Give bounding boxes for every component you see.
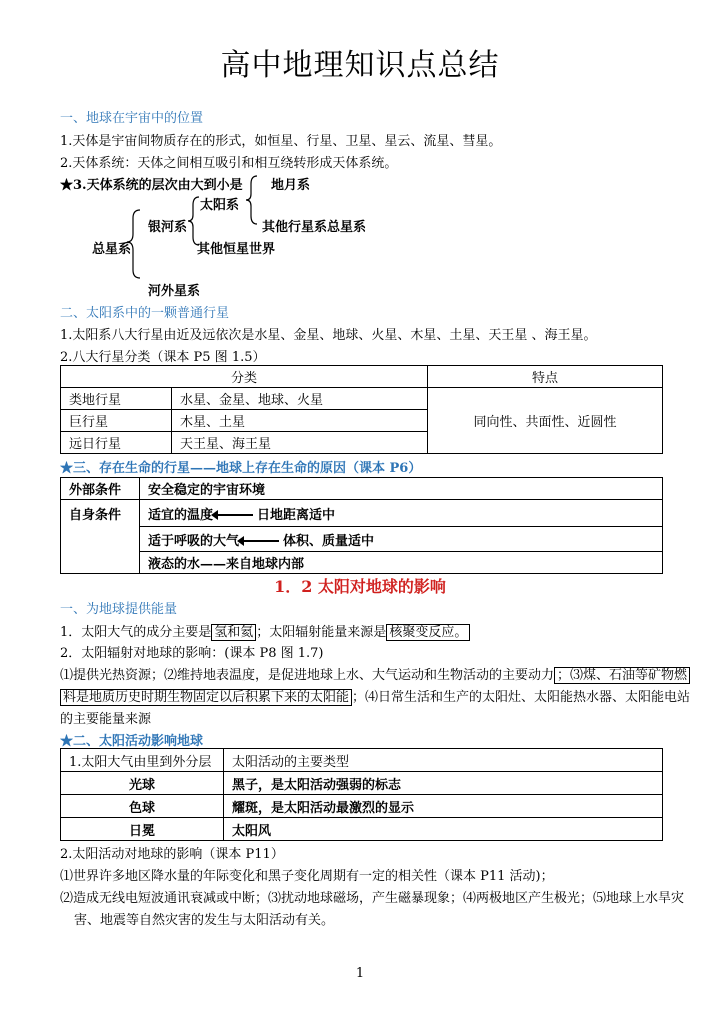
paragraph: 1.太阳系八大行星由近及远依次是水星、金星、地球、火星、木星、土星、天王星 、海王星。 xyxy=(60,328,597,343)
boxed-text: 料是地质历史时期生物固定以后积累下来的太阳能 xyxy=(60,689,352,706)
paragraph: ⑵造成无线电短波通讯衰减或中断；⑶扰动地球磁场，产生磁暴现象；⑷两极地区产生极光；⑸地球上水旱灾 xyxy=(60,891,685,906)
table-cell: 木星、土星 xyxy=(172,410,428,432)
paragraph: 的主要能量来源 xyxy=(60,712,152,727)
paragraph xyxy=(60,621,470,640)
table-row xyxy=(61,388,663,410)
table-cell: 外部条件 xyxy=(61,478,140,500)
paragraph: 2．太阳辐射对地球的影响：(课本 P8 图 1.7) xyxy=(60,646,324,661)
solar-activity-table xyxy=(60,748,663,841)
paragraph: 2.太阳活动对地球的影响（课本 P11） xyxy=(60,847,284,862)
arrow-left-icon xyxy=(217,514,253,516)
table-row xyxy=(61,500,663,527)
section-heading-1: 一、地球在宇宙中的位置 xyxy=(60,111,204,126)
table-cell: 日冕 xyxy=(61,818,224,841)
tree-earth-moon: 地月系 xyxy=(271,178,311,193)
table-header: 太阳活动的主要类型 xyxy=(224,749,663,772)
boxed-text: 氢和氦 xyxy=(211,624,256,641)
tree-milky: 银河系 xyxy=(148,220,188,235)
text-span: ；⑷日常生活和生产的太阳灶、太阳能热水器、太阳能电站 xyxy=(352,690,691,705)
table-row xyxy=(61,772,663,795)
table-row xyxy=(61,552,663,574)
table-cell: 巨行星 xyxy=(61,410,172,432)
arrow-left-icon xyxy=(243,540,279,542)
tree-other-stars: 其他恒星世界 xyxy=(197,242,276,257)
table-cell: 太阳风 xyxy=(224,818,663,841)
paragraph: 2.天体系统：天体之间相互吸引和相互绕转形成天体系统。 xyxy=(60,156,398,171)
text-span: ⑴提供光热资源；⑵维持地表温度，是促进地球上水、大气运动和生物活动的主要动力 xyxy=(60,668,555,683)
table-header: 特点 xyxy=(428,366,663,388)
life-conditions-table xyxy=(60,477,663,574)
text-span: ；太阳辐射能量来源是 xyxy=(256,625,387,640)
table-cell: 光球 xyxy=(61,772,224,795)
table-row xyxy=(61,749,663,772)
table-cell: 类地行星 xyxy=(61,388,172,410)
planet-table xyxy=(60,365,663,454)
boxed-text: ；⑶煤、石油等矿物燃 xyxy=(554,667,690,684)
table-cell xyxy=(140,527,663,552)
table-row xyxy=(61,527,663,552)
table-cell: 自身条件 xyxy=(61,500,140,574)
boxed-text: 核聚变反应。 xyxy=(386,624,470,641)
paragraph: ⑴世界许多地区降水量的年际变化和黑子变化周期有一定的相关性（课本 P11 活动)； xyxy=(60,869,554,884)
page-title: 高中地理知识点总结 xyxy=(220,48,500,83)
table-cell: 耀斑，是太阳活动最激烈的显示 xyxy=(224,795,663,818)
condition-air-reason: 体积、质量适中 xyxy=(283,533,375,549)
table-cell: 液态的水——来自地球内部 xyxy=(140,552,663,574)
table-row xyxy=(61,818,663,841)
section-heading-2: 二、太阳系中的一颗普通行星 xyxy=(60,306,230,321)
chapter-title: 1．2 太阳对地球的影响 xyxy=(274,577,446,596)
table-cell-feature: 同向性、共面性、近圆性 xyxy=(428,388,663,454)
tree-total: 总星系 xyxy=(92,242,132,257)
table-cell: 黑子，是太阳活动强弱的标志 xyxy=(224,772,663,795)
section-heading-4: 一、为地球提供能量 xyxy=(60,602,178,617)
table-cell: 远日行星 xyxy=(61,432,172,454)
table-cell: 天王星、海王星 xyxy=(172,432,428,454)
paragraph: 2.八大行星分类（课本 P5 图 1.5） xyxy=(60,350,266,365)
brace-solar xyxy=(246,176,257,224)
table-cell: 色球 xyxy=(61,795,224,818)
condition-temp-reason: 日地距离适中 xyxy=(257,507,336,523)
text-span: 1．太阳大气的成分主要是 xyxy=(60,625,212,640)
table-row xyxy=(61,478,663,500)
tree-other-planets: 其他行星系总星系 xyxy=(262,220,367,235)
table-header: 1.太阳大气由里到外分层 xyxy=(61,749,224,772)
page-number: 1 xyxy=(355,966,365,981)
section-heading-5: ★二、太阳活动影响地球 xyxy=(60,734,204,749)
paragraph: 害、地震等自然灾害的发生与太阳活动有关。 xyxy=(74,913,335,928)
table-header: 分类 xyxy=(61,366,428,388)
condition-temp: 适宜的温度 xyxy=(148,507,214,523)
table-row xyxy=(61,795,663,818)
table-cell: 安全稳定的宇宙环境 xyxy=(140,478,663,500)
tree-extragalactic: 河外星系 xyxy=(148,284,201,299)
paragraph: 1.天体是宇宙间物质存在的形式，如恒星、行星、卫星、星云、流星、彗星。 xyxy=(60,134,502,149)
paragraph xyxy=(60,664,690,683)
table-cell xyxy=(140,500,663,527)
tree-solar: 太阳系 xyxy=(200,198,240,213)
table-cell: 水星、金星、地球、火星 xyxy=(172,388,428,410)
paragraph: ★3.天体系统的层次由大到小是 xyxy=(60,178,243,193)
paragraph xyxy=(60,686,690,705)
section-heading-3: ★三、存在生命的行星——地球上存在生命的原因（课本 P6） xyxy=(60,461,422,476)
condition-air: 适于呼吸的大气 xyxy=(148,533,240,549)
